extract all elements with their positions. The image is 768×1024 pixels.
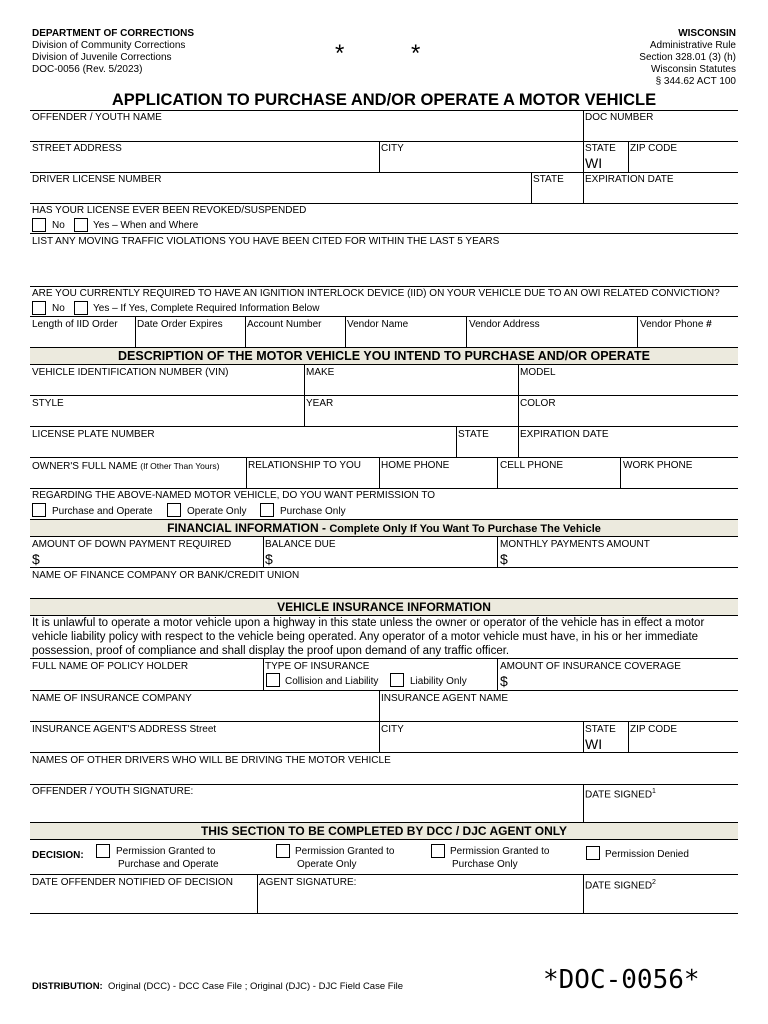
iid-date-field[interactable] [137, 331, 242, 346]
policy-holder-label: FULL NAME OF POLICY HOLDER [32, 661, 189, 672]
work-phone-label: WORK PHONE [623, 460, 693, 471]
dl-expiration-label: EXPIRATION DATE [585, 174, 674, 185]
agent-name-label: INSURANCE AGENT NAME [381, 693, 509, 704]
iid-yes-checkbox[interactable] [74, 301, 88, 315]
iid-no-label: No [52, 303, 65, 314]
form-title: APPLICATION TO PURCHASE AND/OR OPERATE A MOTOR VEHICLE [111, 91, 657, 109]
relationship-label: RELATIONSHIP TO YOU [248, 460, 361, 471]
financial-section-sub: Complete Only If You Want To Purchase The Vehicle [329, 523, 601, 535]
date-signed-1-text: DATE SIGNED [585, 789, 653, 801]
purchase-only-checkbox[interactable] [260, 503, 274, 517]
plate-expiration-field[interactable] [520, 441, 735, 456]
date-signed-1-field[interactable] [585, 798, 735, 820]
decision-opt3-line2: Purchase Only [452, 858, 518, 870]
decision-opt3-line1: Permission Granted to [450, 846, 550, 857]
model-label: MODEL [520, 367, 556, 378]
admin-rule: Administrative Rule [649, 40, 736, 51]
iid-question: ARE YOU CURRENTLY REQUIRED TO HAVE AN IGNITION INTERLOCK DEVICE (IID) ON YOUR VEHICLE DUE TO AN OWI RELATED CONVICTION? [32, 288, 720, 299]
decision-denied-checkbox[interactable] [586, 846, 600, 860]
home-phone-field[interactable] [381, 472, 494, 487]
cell-phone-label: CELL PHONE [500, 460, 563, 471]
insurance-section-header: VEHICLE INSURANCE INFORMATION [30, 598, 738, 616]
iid-vendor-phone-hash: # [706, 319, 712, 330]
agent-state-label: STATE [585, 724, 616, 735]
statute-act: § 344.62 ACT 100 [655, 76, 736, 87]
state-name: WISCONSIN [678, 28, 736, 39]
header-asterisks: * * [335, 40, 421, 67]
agent-address-label: INSURANCE AGENT'S ADDRESS Street [32, 724, 217, 735]
monthly-payment-field[interactable] [510, 551, 735, 566]
purchase-only-label: Purchase Only [280, 506, 346, 517]
plate-state-field[interactable] [458, 441, 516, 456]
down-payment-label: AMOUNT OF DOWN PAYMENT REQUIRED [32, 539, 232, 550]
offender-name-label: OFFENDER / YOUTH NAME [32, 112, 162, 123]
year-field[interactable] [306, 410, 516, 425]
collision-liability-label: Collision and Liability [285, 676, 379, 687]
division-juvenile: Division of Juvenile Corrections [32, 52, 172, 63]
decision-operate-only-checkbox[interactable] [276, 844, 290, 858]
monthly-payment-dollar: $ [500, 551, 508, 567]
agent-city-field[interactable] [381, 736, 581, 751]
style-label: STYLE [32, 398, 64, 409]
make-field[interactable] [306, 379, 516, 394]
purchase-operate-checkbox[interactable] [32, 503, 46, 517]
iid-vendor-phone-label [640, 319, 712, 331]
other-drivers-field[interactable] [32, 767, 735, 783]
down-payment-field[interactable] [42, 551, 260, 566]
purchase-operate-label: Purchase and Operate [52, 506, 153, 517]
liability-only-checkbox[interactable] [390, 673, 404, 687]
collision-liability-checkbox[interactable] [266, 673, 280, 687]
city-field[interactable] [381, 155, 581, 171]
owner-name-text: OWNER'S FULL NAME [32, 461, 138, 472]
decision-opt1-line1: Permission Granted to [116, 846, 216, 857]
dl-state-label: STATE [533, 174, 564, 185]
agent-name-field[interactable] [381, 705, 735, 720]
agent-zip-field[interactable] [630, 736, 735, 751]
decision-opt2-line1: Permission Granted to [295, 846, 395, 857]
year-label: YEAR [306, 398, 334, 409]
operate-only-checkbox[interactable] [167, 503, 181, 517]
color-field[interactable] [520, 410, 735, 425]
offender-name-field[interactable] [32, 124, 580, 140]
header-right [639, 28, 736, 88]
relationship-field[interactable] [248, 472, 376, 487]
vehicle-section-header: DESCRIPTION OF THE MOTOR VEHICLE YOU INTEND TO PURCHASE AND/OR OPERATE [30, 347, 738, 365]
iid-vendor-address-field[interactable] [469, 331, 634, 346]
plate-label: LICENSE PLATE NUMBER [32, 429, 155, 440]
financial-section-header [30, 519, 738, 537]
zip-code-label: ZIP CODE [630, 143, 678, 154]
iid-account-field[interactable] [247, 331, 342, 346]
revoked-no-checkbox[interactable] [32, 218, 46, 232]
revoked-no-label: No [52, 220, 65, 231]
date-signed-2-sup: 2 [652, 879, 656, 886]
coverage-dollar: $ [500, 673, 508, 689]
insurance-notice: It is unlawful to operate a motor vehicle upon a highway in this state unless the owner or operator of the vehicle has in effect a motor vehicle liability policy with respect to the vehicle being operated. Any operator of a motor vehicle must have, in his or her immediate possession, proof of compliance and shall display the proof upon demand of any traffic officer. [32, 617, 705, 657]
revoked-details-field[interactable] [210, 218, 735, 232]
agent-city-label: CITY [381, 724, 404, 735]
violations-field[interactable] [32, 250, 735, 284]
owner-name-note: (If Other Than Yours) [140, 461, 220, 471]
insurance-company-label: NAME OF INSURANCE COMPANY [32, 693, 192, 704]
policy-holder-field[interactable] [32, 673, 260, 689]
decision-label: DECISION: [32, 850, 84, 861]
driver-license-label: DRIVER LICENSE NUMBER [32, 174, 162, 185]
form-revision: DOC-0056 (Rev. 5/2023) [32, 64, 143, 75]
dl-state-field[interactable] [533, 186, 581, 202]
decision-opt1-line2: Purchase and Operate [118, 858, 219, 870]
offender-signature-field[interactable] [32, 798, 580, 820]
iid-length-field[interactable] [32, 331, 132, 346]
iid-no-checkbox[interactable] [32, 301, 46, 315]
balance-due-field[interactable] [275, 551, 494, 566]
decision-purchase-only-label [450, 846, 550, 871]
iid-vendor-phone-field[interactable] [640, 331, 735, 346]
vin-label: VEHICLE IDENTIFICATION NUMBER (VIN) [32, 367, 229, 378]
wisconsin-statutes: Wisconsin Statutes [650, 64, 736, 75]
date-signed-1-sup: 1 [652, 788, 656, 795]
revoked-question: HAS YOUR LICENSE EVER BEEN REVOKED/SUSPENDED [32, 205, 307, 216]
operate-only-label: Operate Only [187, 506, 247, 517]
plate-state-label: STATE [458, 429, 489, 440]
make-label: MAKE [306, 367, 335, 378]
agent-zip-label: ZIP CODE [630, 724, 678, 735]
vin-field[interactable] [32, 379, 302, 394]
financial-section-title: FINANCIAL INFORMATION - [167, 521, 330, 535]
driver-license-field[interactable] [32, 186, 528, 202]
coverage-field[interactable] [510, 673, 735, 689]
street-address-field[interactable] [32, 155, 376, 171]
agent-address-field[interactable] [32, 736, 376, 751]
style-field[interactable] [32, 410, 302, 425]
date-signed-2-field[interactable] [585, 889, 735, 911]
iid-vendor-address-label: Vendor Address [469, 319, 540, 330]
balance-due-dollar: $ [265, 551, 273, 567]
agent-section-header: THIS SECTION TO BE COMPLETED BY DCC / DJC AGENT ONLY [30, 822, 738, 840]
offender-signature-label: OFFENDER / YOUTH SIGNATURE: [32, 786, 194, 797]
header-left [32, 28, 194, 76]
down-payment-dollar: $ [32, 551, 40, 567]
form-barcode: *DOC-0056* [543, 965, 700, 995]
state-label: STATE [585, 143, 616, 154]
insurance-company-field[interactable] [32, 705, 376, 720]
plate-expiration-label: EXPIRATION DATE [520, 429, 609, 440]
other-drivers-label: NAMES OF OTHER DRIVERS WHO WILL BE DRIVING THE MOTOR VEHICLE [32, 755, 391, 766]
distribution-line [32, 981, 403, 993]
liability-only-label: Liability Only [410, 676, 467, 687]
color-label: COLOR [520, 398, 556, 409]
balance-due-label: BALANCE DUE [265, 539, 336, 550]
distribution-text: Original (DCC) - DCC Case File ; Original (DJC) - DJC Field Case File [108, 981, 404, 992]
monthly-payment-label: MONTHLY PAYMENTS AMOUNT [500, 539, 650, 550]
date-notified-field[interactable] [32, 889, 254, 911]
decision-opt2-line2: Operate Only [297, 858, 357, 870]
state-value: WI [585, 155, 603, 171]
street-address-label: STREET ADDRESS [32, 143, 122, 154]
agent-state-value: WI [585, 736, 603, 752]
decision-operate-only-label [295, 846, 395, 871]
coverage-label: AMOUNT OF INSURANCE COVERAGE [500, 661, 681, 672]
date-notified-label: DATE OFFENDER NOTIFIED OF DECISION [32, 877, 233, 888]
date-signed-2-text: DATE SIGNED [585, 880, 653, 892]
agent-signature-field[interactable] [259, 889, 580, 911]
revoked-yes-checkbox[interactable] [74, 218, 88, 232]
finance-company-field[interactable] [32, 582, 735, 597]
iid-vendor-field[interactable] [347, 331, 463, 346]
iid-account-label: Account Number [247, 319, 322, 330]
decision-denied-label: Permission Denied [605, 849, 689, 860]
plate-field[interactable] [32, 441, 454, 456]
city-label: CITY [381, 143, 404, 154]
doc-number-field[interactable] [585, 124, 735, 140]
insurance-type-label: TYPE OF INSURANCE [265, 661, 370, 672]
zip-code-field[interactable] [630, 155, 735, 171]
iid-yes-label: Yes – If Yes, Complete Required Information Below [93, 303, 320, 314]
decision-purchase-only-checkbox[interactable] [431, 844, 445, 858]
iid-length-label: Length of IID Order [32, 319, 118, 330]
violations-question: LIST ANY MOVING TRAFFIC VIOLATIONS YOU HAVE BEEN CITED FOR WITHIN THE LAST 5 YEARS [32, 236, 500, 247]
work-phone-field[interactable] [623, 472, 735, 487]
decision-purchase-operate-checkbox[interactable] [96, 844, 110, 858]
dl-expiration-field[interactable] [585, 186, 735, 202]
doc-number-label: DOC NUMBER [585, 112, 654, 123]
model-field[interactable] [520, 379, 735, 394]
department-name: DEPARTMENT OF CORRECTIONS [32, 28, 195, 39]
finance-company-label: NAME OF FINANCE COMPANY OR BANK/CREDIT UNION [32, 570, 300, 581]
home-phone-label: HOME PHONE [381, 460, 450, 471]
cell-phone-field[interactable] [500, 472, 617, 487]
distribution-label: DISTRIBUTION: [32, 981, 103, 992]
permission-question: REGARDING THE ABOVE-NAMED MOTOR VEHICLE, DO YOU WANT PERMISSION TO [32, 490, 436, 501]
owner-name-field[interactable] [32, 472, 244, 487]
iid-vendor-label: Vendor Name [347, 319, 409, 330]
decision-purchase-operate-label [116, 846, 219, 871]
division-community: Division of Community Corrections [32, 40, 186, 51]
iid-vendor-phone-text: Vendor Phone [640, 319, 704, 330]
iid-date-label: Date Order Expires [137, 319, 223, 330]
revoked-yes-label: Yes – When and Where [93, 220, 199, 231]
agent-signature-label: AGENT SIGNATURE: [259, 877, 357, 888]
rule-section: Section 328.01 (3) (h) [639, 52, 736, 63]
